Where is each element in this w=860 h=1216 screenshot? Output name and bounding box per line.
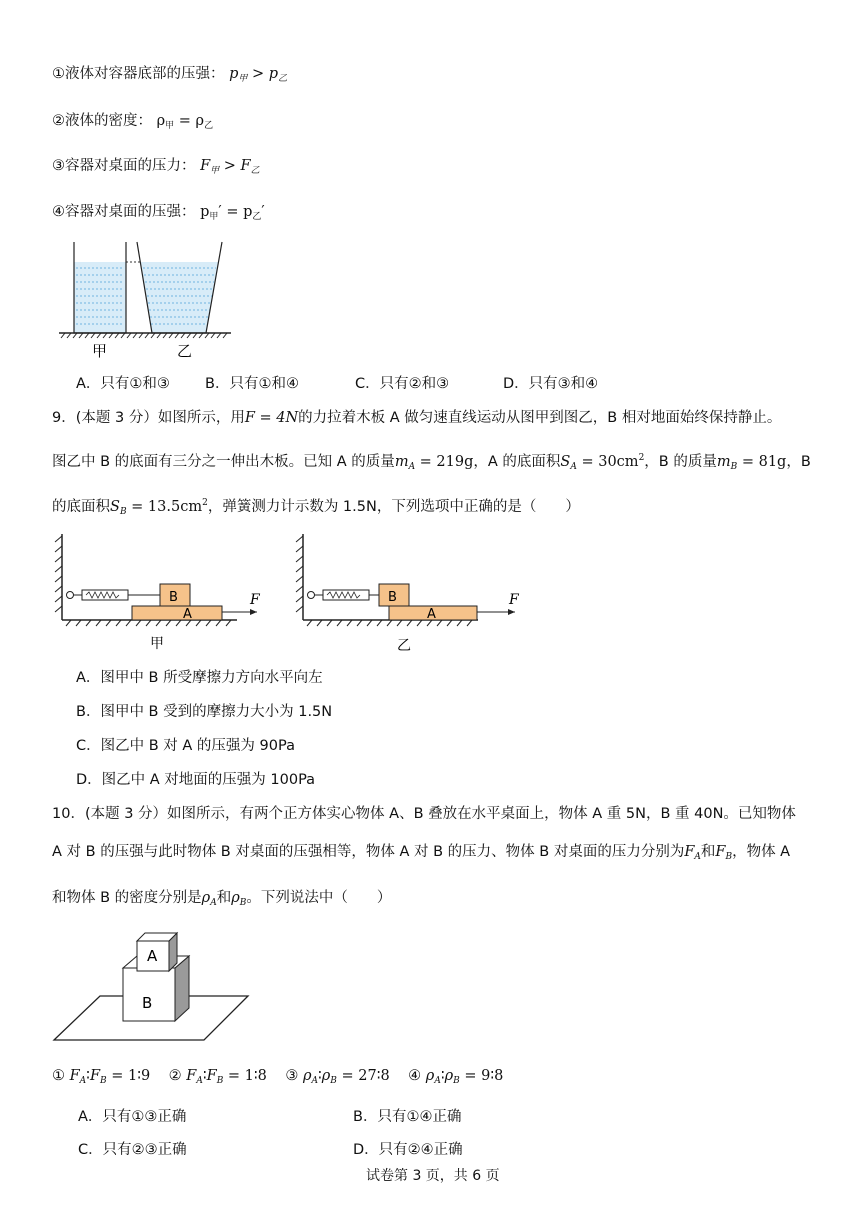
q9-option-d[interactable]: D．图乙中 A 对地面的压强为 100Pa [76, 772, 316, 788]
figure-stacked-cubes [52, 928, 252, 1046]
statement-1: ①液体对容器底部的压强： $p_甲 > p_乙$ [52, 66, 288, 84]
statement-3: ③容器对桌面的压力： $F_甲 > F_乙$ [52, 158, 260, 176]
q8-option-c[interactable]: C．只有②和③ [355, 376, 450, 392]
q10-statements: ① $F_A∶F_B$ = 1∶9 ② $F_A∶F_B$ = 1∶8 ③ $\rho_A∶\rho_B$ = 27∶8 ④ $\rho_A∶\rho_B$ = 9∶8 [52, 1068, 504, 1086]
container-figure [55, 240, 235, 360]
q10-option-a[interactable]: A．只有①③正确 [78, 1109, 187, 1125]
label-yi: 乙 [177, 342, 193, 360]
cube-b-label: B [142, 994, 153, 1012]
q10-line-1: 10．(本题 3 分）如图所示，有两个正方体实心物体 A、B 叠放在水平桌面上，物体 A 重 5N，B 重 40N。已知物体 [52, 806, 796, 822]
formula-1: $p_甲 > p_乙$ [224, 66, 288, 84]
figure-jia-spring-board [52, 532, 272, 657]
q10-line-3: 和物体 B 的密度分别是$\rho_A$和$\rho_B$。下列说法中（ ） [52, 890, 392, 908]
q9-option-c[interactable]: C．图乙中 B 对 A 的压强为 90Pa [76, 738, 295, 754]
block-b-label: B [169, 590, 178, 605]
q10-option-b[interactable]: B．只有①④正确 [353, 1109, 462, 1125]
statement-4: ④容器对桌面的压强： $p_甲' = p_乙'$ [52, 204, 265, 222]
q9-line-2: 图乙中 B 的底面有三分之一伸出木板。已知 A 的质量$m_A = 219g$，A 的底面积$S_A = 30cm^2$，B 的质量$m_B = 81g$，B [52, 453, 811, 472]
q10-line-2: A 对 B 的压强与此时物体 B 对桌面的压强相等，物体 A 对 B 的压力、物体 B 对桌面的压力分别为$F_A$和$F_B$，物体 A [52, 844, 791, 862]
formula-4: $p_甲' = p_乙'$ [195, 204, 265, 222]
formula-3: $F_甲 > F_乙$ [195, 158, 260, 176]
q9-line-3: 的底面积$S_B = 13.5cm^2$，弹簧测力计示数为 1.5N，下列选项中正确的是（ ） [52, 498, 580, 517]
q10-option-c[interactable]: C．只有②③正确 [78, 1142, 187, 1158]
q9-option-a[interactable]: A．图甲中 B 所受摩擦力方向水平向左 [76, 670, 323, 686]
q8-option-d[interactable]: D．只有③和④ [503, 376, 599, 392]
page-footer: 试卷第 3 页，共 6 页 [366, 1168, 500, 1184]
q8-option-a[interactable]: A．只有①和③ [76, 376, 170, 392]
figure-yi-spring-board [293, 532, 533, 657]
force-label: F [509, 592, 519, 608]
block-b-label: B [388, 590, 397, 605]
label-jia: 甲 [150, 636, 164, 652]
formula-2: $\rho_甲 = \rho_乙$ [152, 113, 214, 131]
q9-line-1: 9．(本题 3 分）如图所示，用F = 4N的力拉着木板 A 做匀速直线运动从图甲到图乙，B 相对地面始终保持静止。 [52, 410, 782, 426]
q8-option-b[interactable]: B．只有①和④ [205, 376, 299, 392]
statement-2: ②液体的密度： $\rho_甲 = \rho_乙$ [52, 113, 214, 131]
board-a-label: A [183, 607, 192, 622]
q10-option-d[interactable]: D．只有②④正确 [353, 1142, 463, 1158]
board-a-label: A [427, 607, 436, 622]
label-jia: 甲 [92, 342, 108, 360]
cube-a-label: A [147, 947, 158, 965]
force-label: F [250, 592, 260, 608]
label-yi: 乙 [397, 638, 411, 654]
q9-option-b[interactable]: B．图甲中 B 受到的摩擦力大小为 1.5N [76, 704, 333, 720]
